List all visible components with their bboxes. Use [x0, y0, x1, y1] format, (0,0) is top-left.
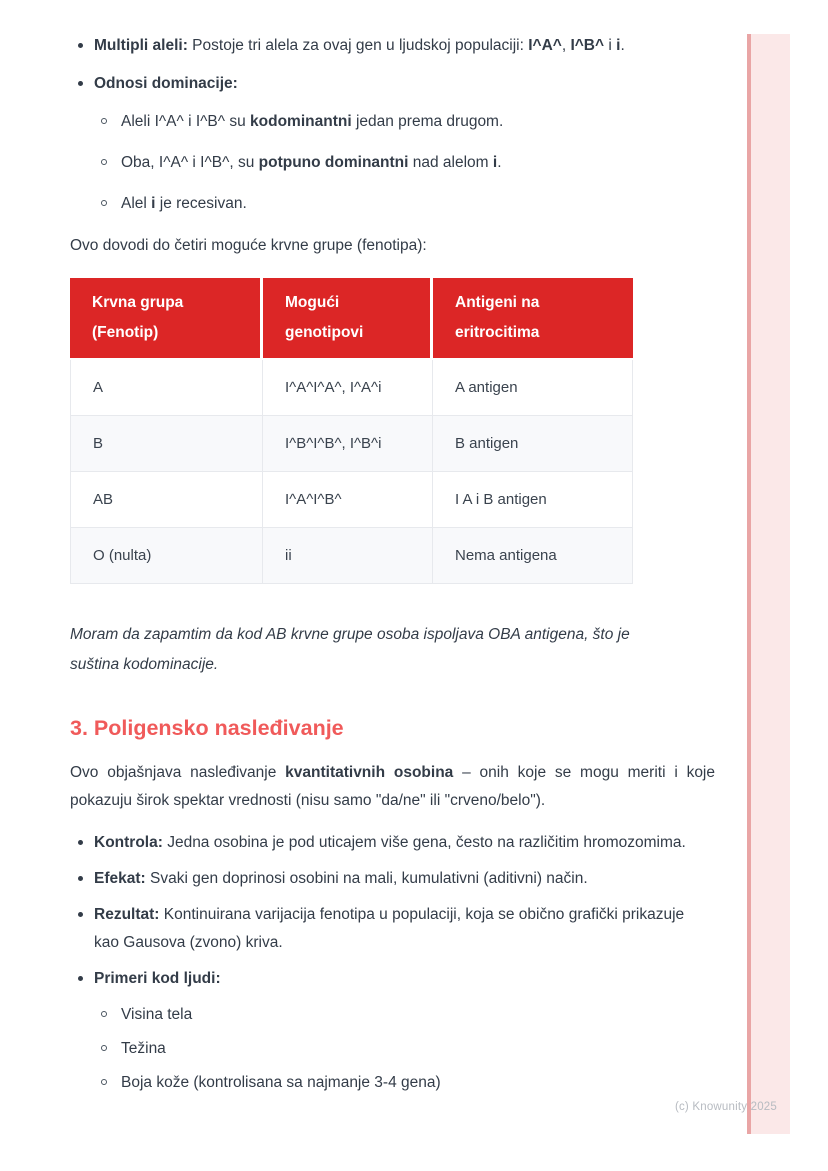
list-item-odnosi-dominacije	[70, 70, 720, 98]
list-item-text: Boja kože (kontrolisana sa najmanje 3-4 gena)	[121, 1074, 441, 1091]
list-item-text: Multipli aleli: Postoje tri alela za ovaj gen u ljudskoj populaciji: I^A^, I^B^ i i.	[94, 37, 625, 54]
circle-bullet-icon	[101, 1011, 107, 1017]
list-item-visina-tela	[70, 1001, 720, 1029]
copyright-footer: (c) Knowunity 2025	[674, 1101, 777, 1113]
circle-bullet-icon	[101, 118, 107, 124]
table-cell: B	[70, 416, 263, 472]
list-item-tezina	[70, 1035, 720, 1063]
list-item-text: Aleli I^A^ i I^B^ su kodominantni jedan prema drugom.	[121, 113, 504, 130]
bullet-icon	[78, 840, 83, 845]
table-header-row	[70, 278, 633, 360]
page-edge-ribbon	[747, 34, 790, 1134]
table-cell: I^A^I^B^	[263, 472, 433, 528]
table-cell: Nema antigena	[433, 528, 633, 584]
list-item-efekat	[70, 865, 720, 893]
dominance-sublist	[70, 108, 720, 218]
bullet-icon	[78, 876, 83, 881]
table-row	[70, 360, 633, 416]
ribbon-edge-line	[747, 34, 751, 1134]
table-cell: A antigen	[433, 360, 633, 416]
list-item-text: Kontrola: Jedna osobina je pod uticajem više gena, često na različitim hromozomima.	[94, 834, 686, 851]
intro-paragraph: Ovo dovodi do četiri moguće krvne grupe (fenotipa):	[70, 237, 427, 254]
list-item-boja-koze	[70, 1069, 720, 1097]
table-cell: AB	[70, 472, 263, 528]
circle-bullet-icon	[101, 200, 107, 206]
list-item-text: Visina tela	[121, 1006, 193, 1023]
top-bullet-list	[70, 32, 720, 218]
table-cell: B antigen	[433, 416, 633, 472]
circle-bullet-icon	[101, 1045, 107, 1051]
blood-group-table-wrap	[70, 278, 720, 584]
list-item-recesivan	[70, 190, 720, 218]
table-cell: O (nulta)	[70, 528, 263, 584]
list-item-potpuno-dominantni	[70, 149, 720, 177]
table-cell: ii	[263, 528, 433, 584]
table-cell: I^A^I^A^, I^A^i	[263, 360, 433, 416]
list-item-kontrola	[70, 829, 720, 857]
bullet-icon	[78, 912, 83, 917]
table-header-krvna-grupa: Krvna grupa (Fenotip)	[70, 278, 263, 360]
list-item-text: Odnosi dominacije:	[94, 75, 238, 92]
list-item-primeri	[70, 965, 720, 993]
blood-group-table	[70, 278, 633, 584]
table-cell: A	[70, 360, 263, 416]
list-item-text: Rezultat: Kontinuirana varijacija fenotipa u populaciji, koja se obično grafički prikazuje kao Gausova (zvono) kriva.	[94, 906, 685, 951]
bullet-icon	[78, 81, 83, 86]
list-item-rezultat	[70, 901, 720, 957]
list-item-text: Alel i je recesivan.	[121, 195, 247, 212]
circle-bullet-icon	[101, 159, 107, 165]
italic-note: Moram da zapamtim da kod AB krvne grupe osoba ispoljava OBA antigena, što je suština kodominacije.	[70, 626, 630, 673]
table-row	[70, 416, 633, 472]
table-row	[70, 528, 633, 584]
table-header-antigeni: Antigeni na eritrocitima	[433, 278, 633, 360]
circle-bullet-icon	[101, 1079, 107, 1085]
table-cell: I A i B antigen	[433, 472, 633, 528]
list-item-text: Oba, I^A^ i I^B^, su potpuno dominantni nad alelom i.	[121, 154, 502, 171]
bullet-icon	[78, 976, 83, 981]
table-row	[70, 472, 633, 528]
section-paragraph: Ovo objašnjava nasleđivanje kvantitativnih osobina – onih koje se mogu meriti i koje pokazuju širok spektar vrednosti (nisu samo "da/ne" ili "crveno/belo").	[70, 764, 715, 809]
list-item-kodominantni	[70, 108, 720, 136]
bottom-bullet-list	[70, 829, 720, 1097]
bullet-icon	[78, 43, 83, 48]
list-item-text: Težina	[121, 1040, 166, 1057]
table-header-genotipovi: Mogući genotipovi	[263, 278, 433, 360]
section-heading: 3. Poligensko nasleđivanje	[70, 716, 344, 740]
table-cell: I^B^I^B^, I^B^i	[263, 416, 433, 472]
list-item-text: Primeri kod ljudi:	[94, 970, 221, 987]
document-page	[70, 32, 720, 1103]
list-item-multipli-aleli	[70, 32, 720, 60]
list-item-text: Efekat: Svaki gen doprinosi osobini na mali, kumulativni (aditivni) način.	[94, 870, 588, 887]
